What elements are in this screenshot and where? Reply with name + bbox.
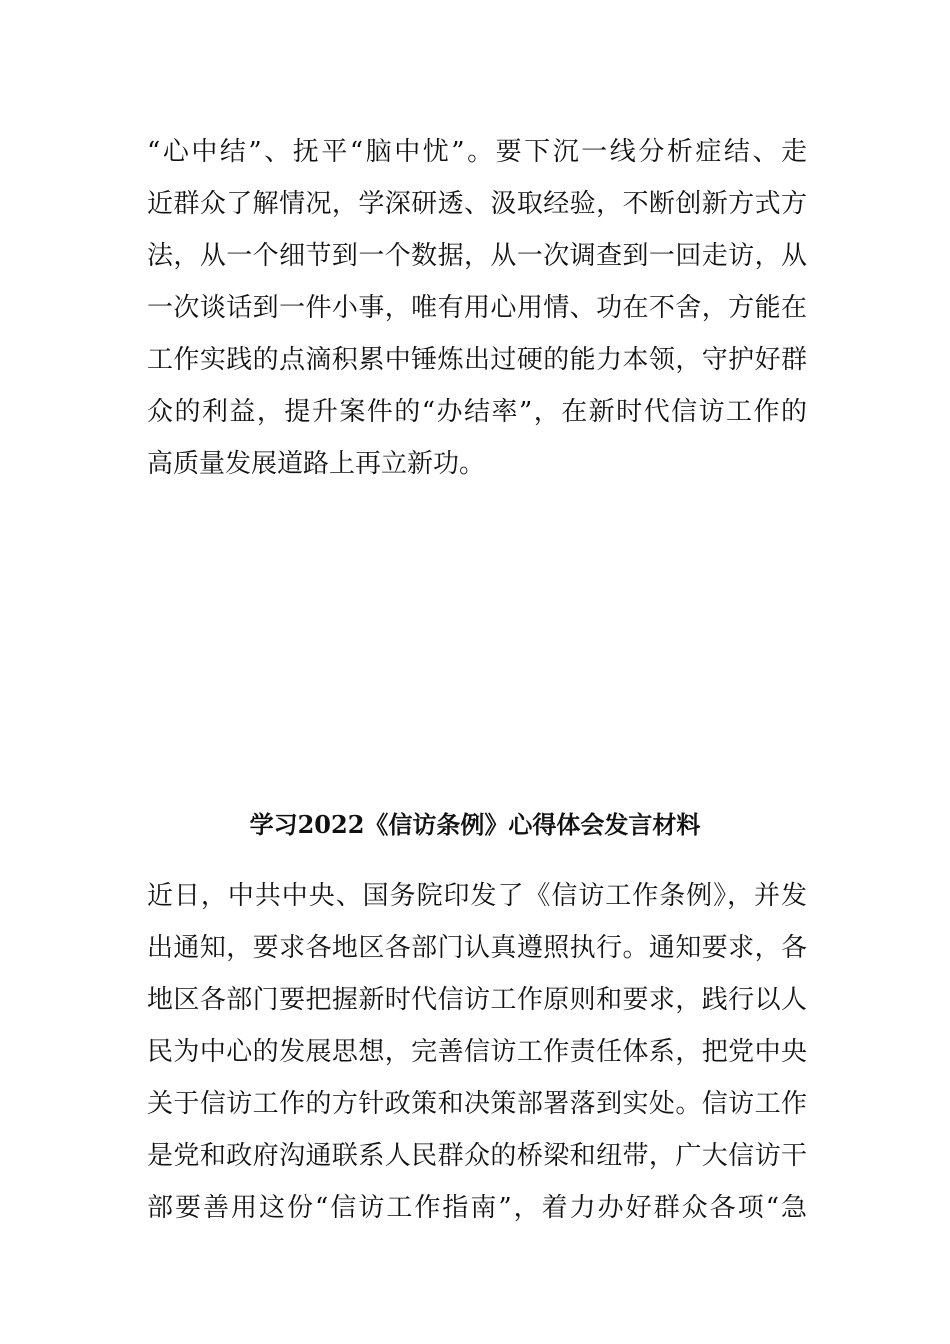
paragraph-line: 是党和政府沟通联系人民群众的桥梁和纽带，广大信访干	[147, 1141, 807, 1171]
paragraph-line: 出通知，要求各地区各部门认真遵照执行。通知要求，各	[147, 933, 807, 963]
paragraph-line: 近群众了解情况，学深研透、汲取经验，不断创新方式方	[147, 189, 807, 219]
paragraph-line: 一次谈话到一件小事，唯有用心用情、功在不舍，方能在	[147, 293, 807, 323]
body-paragraph-2	[147, 870, 807, 1234]
paragraph-line: 工作实践的点滴积累中锤炼出过硬的能力本领，守护好群	[147, 345, 807, 375]
body-paragraph-1	[147, 126, 807, 490]
paragraph-line: 关于信访工作的方针政策和决策部署落到实处。信访工作	[147, 1089, 807, 1119]
paragraph-line: 民为中心的发展思想，完善信访工作责任体系，把党中央	[147, 1037, 807, 1067]
paragraph-line: 众的利益，提升案件的“办结率”，在新时代信访工作的	[147, 397, 807, 427]
document-title: 学习2022《信访条例》心得体会发言材料	[249, 810, 701, 839]
paragraph-line: 高质量发展道路上再立新功。	[147, 449, 486, 479]
paragraph-line: 法，从一个细节到一个数据，从一次调查到一回走访，从	[147, 241, 807, 271]
paragraph-line: “心中结”、抚平“脑中忧”。要下沉一线分析症结、走	[147, 137, 807, 167]
paragraph-line: 近日，中共中央、国务院印发了《信访工作条例》，并发	[147, 881, 807, 911]
paragraph-line: 地区各部门要把握新时代信访工作原则和要求，践行以人	[147, 985, 807, 1015]
paragraph-line: 部要善用这份“信访工作指南”，着力办好群众各项“急	[147, 1193, 807, 1223]
